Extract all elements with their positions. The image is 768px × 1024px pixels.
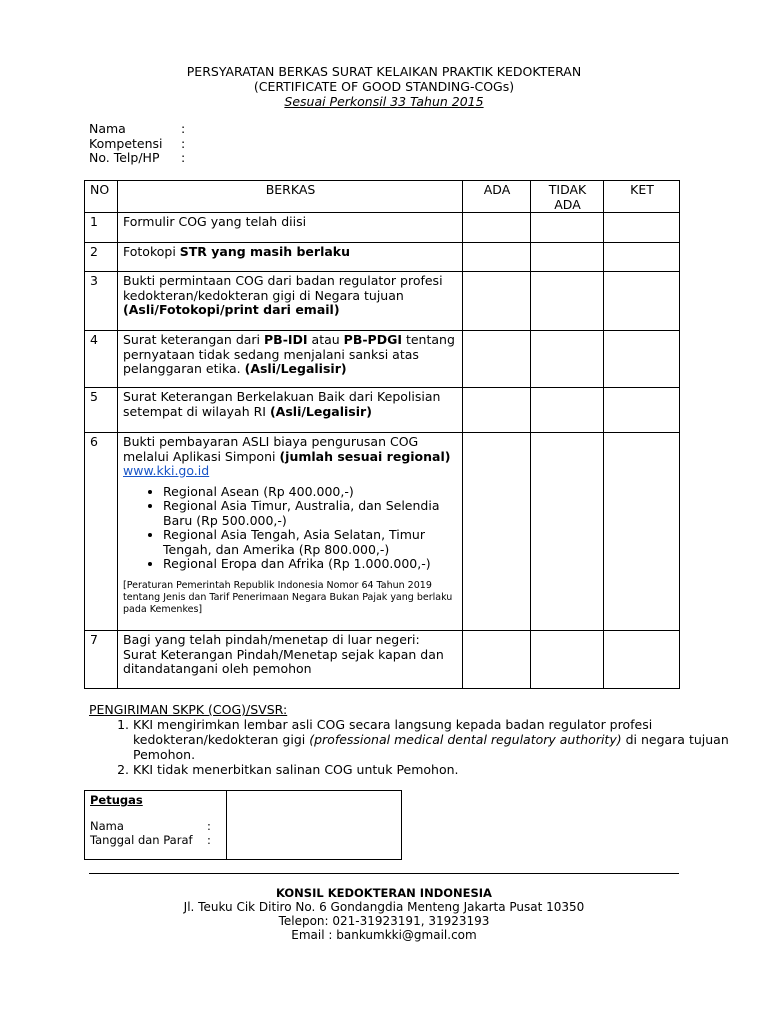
row-text xyxy=(118,272,463,331)
colon: : xyxy=(207,819,211,833)
label-telp: No. Telp/HP xyxy=(89,150,160,165)
table-header-row xyxy=(85,181,680,213)
row-text xyxy=(118,433,463,631)
label-nama: Nama xyxy=(89,121,126,136)
delivery-title: PENGIRIMAN SKPK (COG)/SVSR: xyxy=(89,702,288,717)
row-emphasis: STR yang masih berlaku xyxy=(179,244,351,259)
cell-ada[interactable] xyxy=(463,631,531,689)
officer-box xyxy=(84,790,402,860)
cell-ket[interactable] xyxy=(604,272,680,331)
list-item: • Regional Asia Tengah, Asia Selatan, Timur Tengah, dan Amerika (Rp 800.000,-) xyxy=(163,528,458,557)
row-description: Bagi yang telah pindah/menetap di luar negeri: xyxy=(123,632,420,647)
header-ada: ADA xyxy=(463,181,531,213)
row-number: 6 xyxy=(85,433,118,631)
row-text xyxy=(118,243,463,272)
cell-ket[interactable] xyxy=(604,388,680,433)
row-description: tentang pernyataan tidak sedang menjalani sanksi atas pelanggaran etika. xyxy=(123,332,455,376)
kki-website-link[interactable]: www.kki.go.id xyxy=(123,463,210,478)
regulation-reference: Sesuai Perkonsil 33 Tahun 2015 xyxy=(284,94,484,109)
cell-ada[interactable] xyxy=(463,272,531,331)
cell-ada[interactable] xyxy=(463,243,531,272)
table-row xyxy=(85,631,680,689)
row-number: 4 xyxy=(85,331,118,388)
header-berkas: BERKAS xyxy=(118,181,463,213)
table-row xyxy=(85,388,680,433)
row-emphasis: (Asli/Fotokopi/print dari email) xyxy=(123,302,340,317)
delivery-text: KKI mengirimkan lembar asli COG secara langsung kepada badan regulator profesi kedokteran/kedokteran gigi xyxy=(133,717,653,747)
footer-org: KONSIL KEDOKTERAN INDONESIA xyxy=(276,886,492,900)
officer-divider xyxy=(226,791,227,859)
list-item: • Regional Eropa dan Afrika (Rp 1.000.000,-) xyxy=(163,557,458,572)
cell-ada[interactable] xyxy=(463,213,531,243)
row-emphasis: PB-IDI xyxy=(264,332,308,347)
row-number: 3 xyxy=(85,272,118,331)
officer-name-label: Nama xyxy=(90,819,124,833)
footer-divider xyxy=(89,873,679,874)
row-number: 7 xyxy=(85,631,118,689)
header-ket: KET xyxy=(604,181,680,213)
table-row xyxy=(85,433,680,631)
row-description: Bukti pembayaran ASLI biaya pengurusan COG melalui Aplikasi Simponi xyxy=(123,434,419,464)
cell-tidak-ada[interactable] xyxy=(531,213,604,243)
cell-ada[interactable] xyxy=(463,388,531,433)
table-row xyxy=(85,243,680,272)
list-item: • Regional Asean (Rp 400.000,-) xyxy=(163,485,458,500)
cell-ada[interactable] xyxy=(463,331,531,388)
row-emphasis: (Asli/Legalisir) xyxy=(269,403,372,419)
cell-tidak-ada[interactable] xyxy=(531,331,604,388)
row-description: Surat Keterangan Berkelakuan Baik dari Kepolisian setempat di wilayah RI xyxy=(123,389,441,419)
table-row xyxy=(85,272,680,331)
cell-ket[interactable] xyxy=(604,631,680,689)
colon: : xyxy=(181,135,186,151)
officer-date-label: Tanggal dan Paraf xyxy=(90,833,193,847)
identity-row-telp xyxy=(89,151,185,166)
label-kompetensi: Kompetensi xyxy=(89,135,163,151)
row-text xyxy=(118,631,463,689)
row-emphasis: PB-PDGI xyxy=(343,332,402,347)
cell-ket[interactable] xyxy=(604,213,680,243)
table-row xyxy=(85,213,680,243)
colon: : xyxy=(207,833,211,847)
regulation-note: [Peraturan Pemerintah Republik Indonesia Nomor 64 Tahun 2019 tentang Jenis dan Tarif Penerimaan Negara Bukan Pajak yang berlaku pada Kemenkes] xyxy=(123,579,453,615)
header-no: NO xyxy=(85,181,118,213)
requirements-table xyxy=(84,180,680,689)
row-text xyxy=(118,331,463,388)
cell-tidak-ada[interactable] xyxy=(531,243,604,272)
row-text xyxy=(118,213,463,243)
cell-ket[interactable] xyxy=(604,331,680,388)
identity-row-nama xyxy=(89,122,185,137)
footer-email: Email : bankumkki@gmail.com xyxy=(291,928,477,942)
row-emphasis: (jumlah sesuai regional) xyxy=(279,448,451,464)
row-description: Formulir COG yang telah diisi xyxy=(123,214,307,229)
identity-row-kompetensi xyxy=(89,137,185,152)
officer-title: Petugas xyxy=(90,793,143,807)
cell-tidak-ada[interactable] xyxy=(531,433,604,631)
delivery-list xyxy=(89,717,733,777)
cell-ket[interactable] xyxy=(604,433,680,631)
row-number: 5 xyxy=(85,388,118,433)
cell-tidak-ada[interactable] xyxy=(531,388,604,433)
row-text xyxy=(118,388,463,433)
regional-fee-list xyxy=(123,485,458,572)
delivery-section xyxy=(89,703,733,777)
document-title: PERSYARATAN BERKAS SURAT KELAIKAN PRAKTIK KEDOKTERAN xyxy=(186,64,582,79)
footer-phone: Telepon: 021-31923191, 31923193 xyxy=(278,914,490,928)
header-tidak-ada: TIDAK ADA xyxy=(531,181,604,213)
row-number: 2 xyxy=(85,243,118,272)
cell-ada[interactable] xyxy=(463,433,531,631)
footer-address: Jl. Teuku Cik Ditiro No. 6 Gondangdia Menteng Jakarta Pusat 10350 xyxy=(183,900,585,914)
list-item xyxy=(133,717,733,762)
delivery-italic: (professional medical dental regulatory authority) xyxy=(309,732,622,747)
document-subtitle: (CERTIFICATE OF GOOD STANDING-COGs) xyxy=(253,79,515,94)
list-item: 2. KKI tidak menerbitkan salinan COG untuk Pemohon. xyxy=(133,762,733,777)
list-item: • Regional Asia Timur, Australia, dan Selendia Baru (Rp 500.000,-) xyxy=(163,499,458,528)
row-description: Fotokopi xyxy=(123,244,180,259)
cell-ket[interactable] xyxy=(604,243,680,272)
row-description: Bukti permintaan COG dari badan regulator profesi kedokteran/kedokteran gigi di Negara tujuan xyxy=(123,273,443,303)
cell-tidak-ada[interactable] xyxy=(531,272,604,331)
table-row xyxy=(85,331,680,388)
row-description: Surat keterangan dari xyxy=(123,332,264,347)
applicant-identity xyxy=(89,122,185,166)
colon: : xyxy=(181,150,186,165)
row-emphasis: (Asli/Legalisir) xyxy=(244,361,347,376)
colon: : xyxy=(181,121,186,136)
cell-tidak-ada[interactable] xyxy=(531,631,604,689)
row-number: 1 xyxy=(85,213,118,243)
row-description: Surat Keterangan Pindah/Menetap sejak kapan dan ditandatangani oleh pemohon xyxy=(123,646,444,676)
delivery-text: di negara tujuan Pemohon. xyxy=(133,732,729,762)
row-description: atau xyxy=(307,332,344,347)
